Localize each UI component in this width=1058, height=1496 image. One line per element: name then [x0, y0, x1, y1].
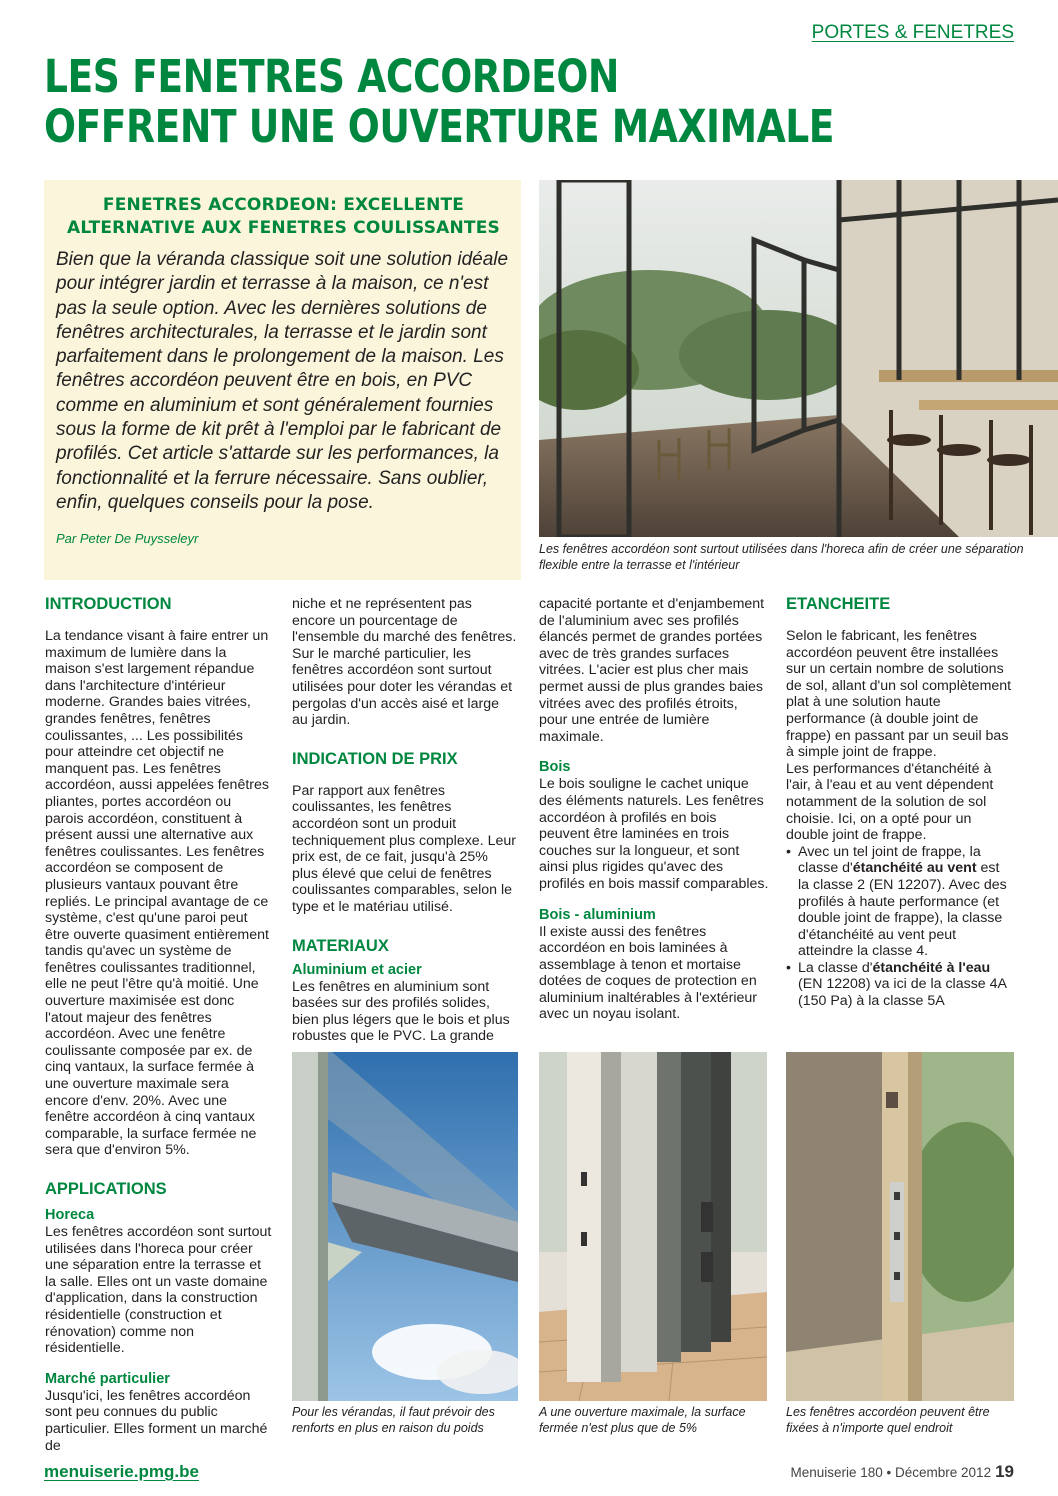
paragraph-prix: Par rapport aux fenêtres coulissantes, les fenêtres accordéon sont un produit techniquement plus complexe. Leur prix est, de ce fait, jusqu'à 25% plus élevé que celui de fenêtres coulissantes comparables, selon le type et le matériau utilisé. — [292, 782, 516, 915]
bullet-dot: • — [786, 959, 791, 976]
heading-applications: APPLICATIONS — [45, 1180, 167, 1198]
bullet-water-text: La classe d'étanchéité à l'eau (EN 12208) va ici de la classe 4A (150 Pa) à la classe 5A — [798, 959, 1007, 1010]
page-number: 19 — [995, 1462, 1014, 1481]
paragraph-etancheite-1: Selon le fabricant, les fenêtres accordéon peuvent être installées sur un certain nombre de solutions de sol, allant d'un sol complètement plat à une solution haute performance (à double joint de frappe) en passant par un seuil bas à simple joint de frappe. — [786, 628, 1012, 761]
paragraph-etancheite-2: Les performances d'étanchéité à l'air, à l'eau et au vent dépendent notamment de la solution de sol choisie. Ici, on a opté pour un double joint de frappe. — [786, 760, 994, 844]
subheading-aluminium: Aluminium et acier — [292, 961, 422, 978]
bullet-dot: • — [786, 843, 791, 860]
heading-prix: INDICATION DE PRIX — [292, 749, 458, 768]
heading-etancheite: ETANCHEITE — [786, 595, 891, 613]
caption-main-photo: Les fenêtres accordéon sont surtout utilisées dans l'horeca afin de créer une séparation flexible entre la terrasse et l'intérieur — [539, 542, 1024, 572]
paragraph-horeca: Les fenêtres accordéon sont surtout utilisées dans l'horeca pour créer une séparation entre la terrasse et la salle. Elles ont un vaste domaine d'application, dans la construction résidentielle (construction et rénovation) comme non résidentielle. — [45, 1224, 272, 1357]
column-2 — [292, 596, 517, 1045]
heading-materiaux: MATERIAUX — [292, 936, 389, 955]
paragraph-aluminium: Les fenêtres en aluminium sont basées sur des profilés solides, bien plus légers que le bois et plus robustes que le PVC. La grande — [292, 978, 510, 1045]
bullet-wind-text: Avec un tel joint de frappe, la classe d'étanchéité au vent est la classe 2 (EN 12207). Avec des profilés à haute performance (et double joint de frappe), la classe d'étanchéité au vent peut atteindre la classe 4. — [798, 843, 1007, 960]
intro-heading-line-1: FENETRES ACCORDEON: EXCELLENTE — [102, 195, 465, 215]
veranda-illustration — [292, 1052, 518, 1401]
subheading-bois-aluminium: Bois - aluminium — [539, 906, 656, 923]
title-line-1: LES FENETRES ACCORDEON — [44, 50, 619, 103]
caption-accordion-open: A une ouverture maximale, la surface fermée n'est plus que de 5% — [539, 1405, 746, 1435]
footer-website-link[interactable]: menuiserie.pmg.be — [44, 1462, 199, 1481]
paragraph-bois-aluminium: Il existe aussi des fenêtres accordéon en bois laminées à assemblage à tenon et mortaise dotées de coques de protection en aluminium inaltérables à l'extérieur avec un noyau isolant. — [539, 923, 757, 1023]
accordion-fixed-illustration — [786, 1052, 1014, 1401]
accordion-open-illustration — [539, 1052, 767, 1401]
paragraph-bois: Le bois souligne le cachet unique des éléments naturels. Les fenêtres accordéon à profilés en bois peuvent être laminées en trois couches sur la longueur, et sont ainsi plus rigides qu'avec des profilés en bois massif comparables. — [539, 776, 769, 892]
paragraph-aluminium-continued: capacité portante et d'enjambement de l'aluminium avec ses profilés élancés permet de grandes portées avec de très grandes surfaces vitrées. L'acier est plus cher mais permet aussi de plus grandes baies vitrées avec des profilés étroits, pour une entrée de lumière maximale. — [539, 596, 765, 745]
section-tag: PORTES & FENETRES — [811, 22, 1014, 43]
photo-veranda-profile — [292, 1052, 518, 1401]
subheading-horeca: Horeca — [45, 1207, 95, 1223]
caption-veranda: Pour les vérandas, il faut prévoir des renforts en plus en raison du poids — [292, 1405, 495, 1435]
column-3 — [539, 596, 769, 1023]
photo-accordion-fixed — [786, 1052, 1014, 1401]
paragraph-marche-particulier: Jusqu'ici, les fenêtres accordéon sont peu connues du public particulier. Elles forment un marché de — [45, 1387, 268, 1454]
footer-issue-info — [790, 1462, 1014, 1482]
article-title — [44, 52, 955, 152]
column-4 — [786, 594, 1014, 1010]
column-1 — [45, 594, 273, 1454]
title-line-2: OFFRENT UNE OUVERTURE MAXIMALE — [44, 100, 835, 153]
heading-introduction: INTRODUCTION — [45, 595, 172, 613]
caption-accordion-fixed: Les fenêtres accordéon peuvent être fixées à n'importe quel endroit — [786, 1405, 990, 1435]
paragraph-introduction: La tendance visant à faire entrer un maximum de lumière dans la maison s'est largement répandue dans l'architecture d'intérieur moderne. Grandes baies vitrées, grandes fenêtres, fenêtres coulissantes, ... Les possibilités pour atteindre cet objectif ne manquent pas. Les fenêtres accordéon, aussi appelées fenêtres pliantes, portes accordéon ou parois accordéon, constituent à présent aussi une alternative aux fenêtres coulissantes. Les fenêtres accordéon se composent de plusieurs vantaux pouvant être repliés. Le principal avantage de ce système, c'est qu'une paroi peut être ouverte quasiment entièrement tandis qu'avec un système de fenêtres coulissantes traditionnel, elle ne peut l'être qu'à moitié. Une ouverture maximisée est donc l'atout majeur des fenêtres accordéon. Avec une fenêtre coulissante composée par ex. de cinq vantaux, la surface fermée à une ouverture maximale sera encore d'env. 20%. Avec une fenêtre accordéon à cinq vantaux comparable, la surface fermée ne sera que d'environ 5%. — [45, 628, 269, 1159]
terrace-illustration — [539, 180, 1058, 537]
paragraph-marche-continued: niche et ne représentent pas encore un pourcentage de l'ensemble du marché des fenêtres. Sur le marché particulier, les fenêtres accordéon sont surtout utilisées pour doter les vérandas et pergolas d'un accès aisé et large au jardin. — [292, 596, 517, 729]
subheading-bois: Bois — [539, 759, 571, 776]
intro-box — [44, 180, 521, 580]
footer-issue: Menuiserie 180 • Décembre 2012 — [790, 1465, 992, 1480]
bullet-wind — [786, 844, 1014, 960]
photo-accordion-open — [539, 1052, 767, 1401]
intro-text: Bien que la véranda classique soit une solution idéale pour intégrer jardin et terrasse à la maison, ce n'est pas la seule option. Avec les dernières solutions de fenêtres architecturales, la terrasse et le jardin sont parfaitement dans le prolongement de la maison. Les fenêtres accordéon peuvent être en bois, en PVC comme en aluminium et sont généralement fournies sous la forme de kit prêt à l'emploi par le fabricant de profilés. Cet article s'attarde sur les performances, la fonctionnalité et la ferrure nécessaire. Sans oublier, enfin, quelques conseils pour la pose. — [56, 249, 509, 513]
photo-horeca-terrace — [539, 180, 1058, 537]
byline: Par Peter De Puysseleyr — [56, 531, 199, 547]
subheading-marche-particulier: Marché particulier — [45, 1370, 170, 1387]
bullet-water — [786, 960, 1014, 1010]
intro-heading-line-2: ALTERNATIVE AUX FENETRES COULISSANTES — [67, 218, 500, 238]
intro-heading — [56, 194, 511, 240]
